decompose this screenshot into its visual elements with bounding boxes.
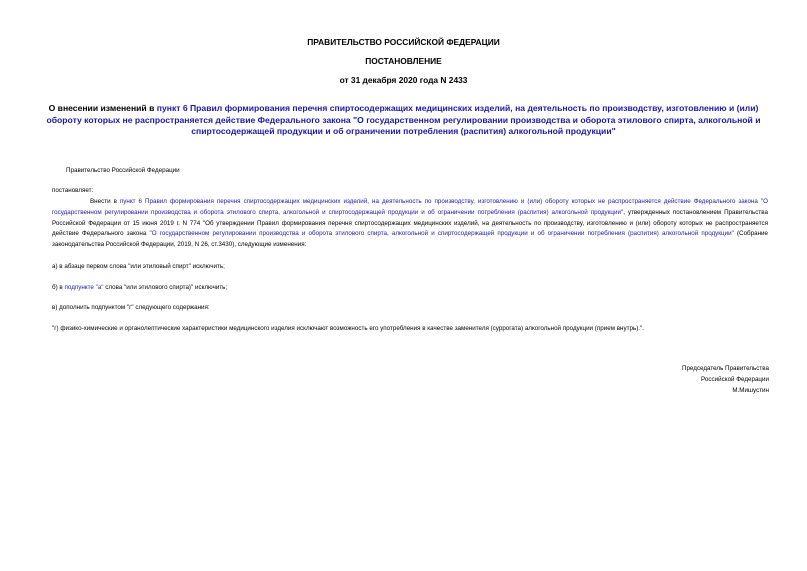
- main-paragraph: [52, 197, 768, 251]
- main-link-1[interactable]: пункт 6 Правил формирования перечня спиртосодержащих медицинских изделий, на деятельность по производству, изготовлению и (или) обороту которых не распространяется действие Федерального закона "О государственном регулировании производства и оборота этилового спирта, алкогольной и спиртосодержащей продукции и об ограничении потребления (распития) алкогольной продукции": [52, 198, 768, 216]
- main-text-3: (Собрание законодательства Российской Федерации, 2019, N 26, ст.3430), следующие изменения:: [52, 230, 768, 249]
- signature-title: Председатель Правительства: [681, 365, 769, 372]
- header-org: ПРАВИТЕЛЬСТВО РОССИЙСКОЙ ФЕДЕРАЦИИ: [307, 37, 500, 47]
- item-b-suffix: слова "или этилового спирта)" исключить;: [103, 284, 228, 291]
- signature-block: [682, 364, 769, 396]
- main-text-1: Внести в: [90, 198, 120, 205]
- main-text-2: , утвержденных постановлением Правительства Российской Федерации от 15 июня 2019 г. N 774 "Об утверждении Правил формирования перечня спиртосодержащих медицинских изделий, на деятельность по производству, изготовлению и (или) обороту которых не распространяется действие Федерального закона: [52, 208, 768, 238]
- item-a: а) в абзаце первом слова "или этиловый спирт" исключить;: [52, 263, 225, 270]
- title-link[interactable]: пункт 6 Правил формирования перечня спиртосодержащих медицинских изделий, на деятельность по производству, изготовлению и (или) обороту которых не распространяется действие Федерального закона "О государственном регулировании производства и оборота этилового спирта, алкогольной и спиртосодержащей продукции и об ограничении потребления (распития) алкогольной продукции": [46, 103, 761, 136]
- item-g: "г) физико-химические и органолептические характеристики медицинского изделия исключают возможность его употребления в качестве заменителя (суррогата) алкогольной продукции (прием внутрь).".: [52, 325, 644, 332]
- resolves-line: постановляет:: [52, 187, 94, 194]
- item-b-prefix: б) в: [52, 284, 65, 291]
- government-line: Правительство Российской Федерации: [66, 167, 180, 174]
- item-c: в) дополнить подпунктом "г" следующего содержания:: [52, 304, 210, 311]
- item-b-link[interactable]: подпункте "а": [64, 284, 104, 291]
- signature-country: Российской Федерации: [701, 375, 769, 383]
- item-b: [52, 283, 227, 293]
- header-date-number: от 31 декабря 2020 года N 2433: [339, 75, 468, 85]
- title-prefix: О внесении изменений в: [48, 103, 157, 113]
- signature-name: М.Мишустин: [732, 386, 769, 394]
- header-doc-type: ПОСТАНОВЛЕНИЕ: [365, 56, 442, 66]
- document-title: [40, 103, 767, 138]
- main-link-2[interactable]: "О государственном регулировании производства и оборота этилового спирта, алкогольной и спиртосодержащей продукции и об ограничении потребления (распития) алкогольной продукции": [149, 230, 734, 238]
